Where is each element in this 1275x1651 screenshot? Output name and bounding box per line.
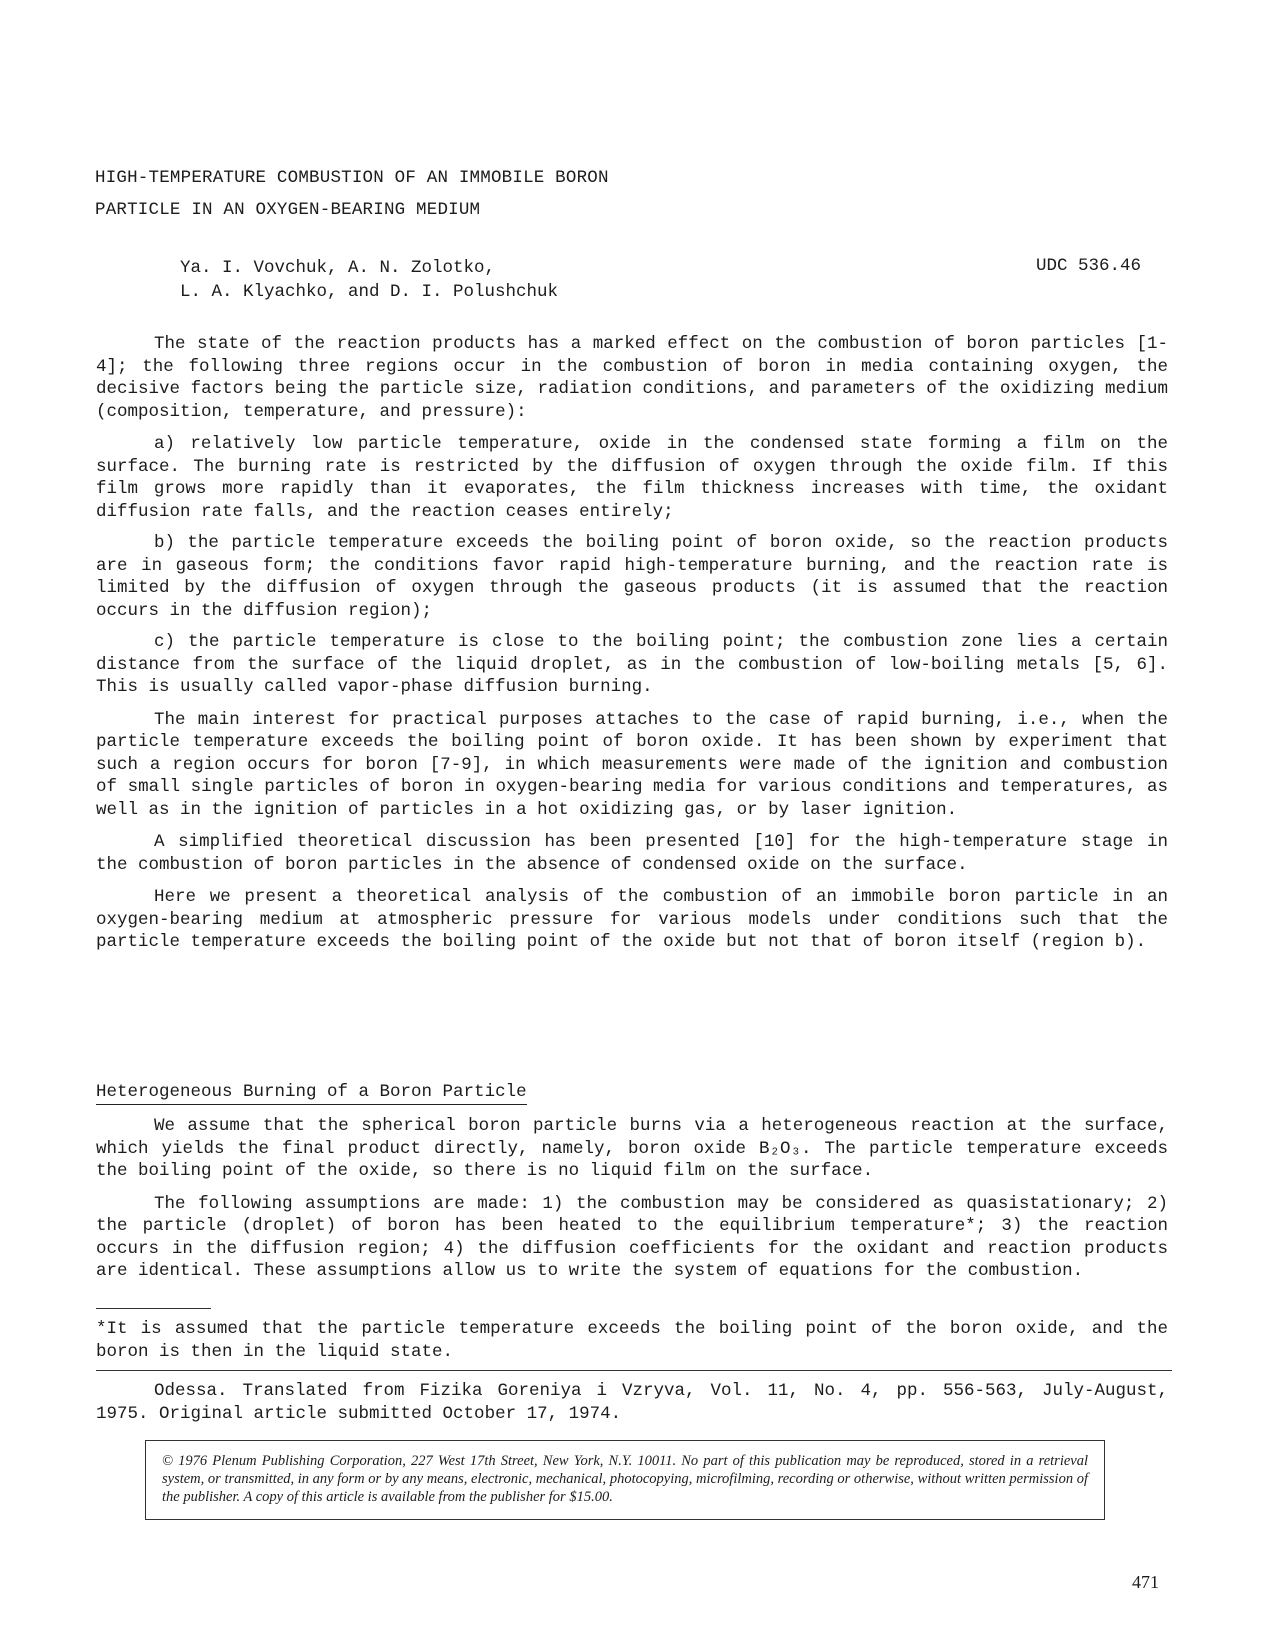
translation-note: Odessa. Translated from Fizika Goreniya i Vzryva, Vol. 11, No. 4, pp. 556-563, July-August, 1975. Original article submitted October 17, 1974. (96, 1381, 1168, 1424)
paragraph-assumptions-list: The following assumptions are made: 1) the combustion may be considered as quasistationary; 2) the particle (droplet) of boron has been heated to the equilibrium temperature*; 3) the reaction occurs in the diffusion region; 4) the diffusion coefficients for the oxidant and reaction products are identical. These assumptions allow us to write the system of equations for the combustion. (96, 1193, 1168, 1281)
paragraph-present-analysis: Here we present a theoretical analysis of the combustion of an immobile boron particle in an oxygen-bearing medium at atmospheric pressure for various models under conditions such that the particle temperature exceeds the boiling point of the oxide but not that of boron itself (region b). (96, 887, 1168, 952)
paragraph-region-c: c) the particle temperature is close to the boiling point; the combustion zone lies a certain distance from the surface of the liquid droplet, as in the combustion of low-boiling metals [5, 6]. This is usually called vapor-phase diffusion burning. (96, 632, 1168, 697)
translation-note-block (96, 1380, 1168, 1425)
paragraph-heterogeneous-assumption: We assume that the spherical boron particle burns via a heterogeneous reaction at the surface, which yields the final product directly, namely, boron oxide B₂O₃. The particle temperature exceeds the boiling point of the oxide, so there is no liquid film on the surface. (96, 1116, 1168, 1181)
page-divider (96, 1370, 1172, 1371)
page-number: 471 (1132, 1572, 1159, 1592)
authors-line-2: L. A. Klyachko, and D. I. Polushchuk (180, 282, 559, 302)
paragraph-intro: The state of the reaction products has a marked effect on the combustion of boron particles [1-4]; the following three regions occur in the combustion of boron in media containing oxygen, the decisive factors being the particle size, radiation conditions, and parameters of the oxidizing medium (composition, temperature, and pressure): (96, 334, 1168, 422)
intro-section (96, 333, 1168, 954)
footnote: *It is assumed that the particle temperature exceeds the boiling point of the boron oxide, and the boron is then in the liquid state. (96, 1319, 1168, 1362)
authors-block (180, 256, 558, 304)
copyright-notice: © 1976 Plenum Publishing Corporation, 227 West 17th Street, New York, N.Y. 10011. No part of this publication may be reproduced, stored in a retrieval system, or transmitted, in any form or by any means, electronic, mechanical, photocopying, microfilming, recording or otherwise, without written permission of the publisher. A copy of this article is available from the publisher for $15.00. (145, 1440, 1105, 1520)
section-heading: Heterogeneous Burning of a Boron Particle (96, 1082, 527, 1105)
paragraph-region-b: b) the particle temperature exceeds the boiling point of boron oxide, so the reaction products are in gaseous form; the conditions favor rapid high-temperature burning, and the reaction rate is limited by the diffusion of oxygen through the gaseous products (it is assumed that the reaction occurs in the diffusion region); (96, 533, 1168, 621)
section-body (96, 1115, 1168, 1283)
title-line-1: HIGH-TEMPERATURE COMBUSTION OF AN IMMOBILE BORON (95, 168, 609, 188)
footnote-divider (96, 1308, 211, 1309)
paragraph-region-a: a) relatively low particle temperature, oxide in the condensed state forming a film on the surface. The burning rate is restricted by the diffusion of oxygen through the oxide film. If this film grows more rapidly than it evaporates, the film thickness increases with time, the oxidant diffusion rate falls, and the reaction ceases entirely; (96, 434, 1168, 522)
title-line-2: PARTICLE IN AN OXYGEN-BEARING MEDIUM (95, 200, 481, 220)
udc-code: UDC 536.46 (1036, 256, 1142, 276)
authors-line-1: Ya. I. Vovchuk, A. N. Zolotko, (180, 258, 496, 278)
paragraph-simplified-discussion: A simplified theoretical discussion has been presented [10] for the high-temperature stage in the combustion of boron particles in the absence of condensed oxide on the surface. (96, 832, 1168, 875)
paragraph-practical-interest: The main interest for practical purposes attaches to the case of rapid burning, i.e., when the particle temperature exceeds the boiling point of boron oxide. It has been shown by experiment that such a region occurs for boron [7-9], in which measurements were made of the ignition and combustion of small single particles of boron in oxygen-bearing media for various conditions and temperatures, as well as in the ignition of particles in a hot oxidizing gas, or by laser ignition. (96, 709, 1168, 820)
